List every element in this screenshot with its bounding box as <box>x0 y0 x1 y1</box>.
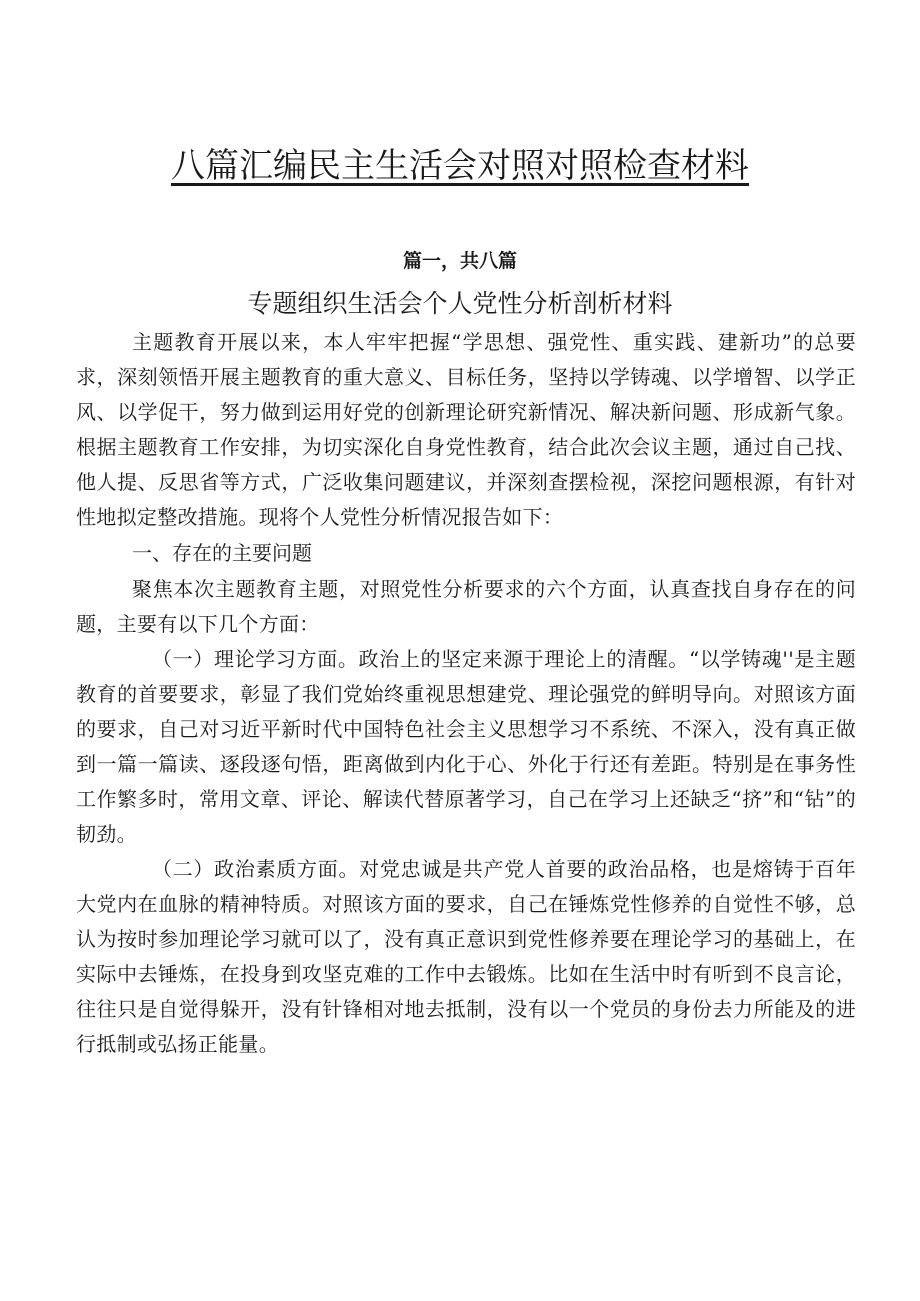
item-theory-study-paragraph: （一）理论学习方面。政治上的坚定来源于理论上的清醒。“以学铸魂''是主题教育的首要要求，彰显了我们党始终重视思想建党、理论强党的鲜明导向。对照该方面的要求，自己对习近平新时代中国特色社会主义思想学习不系统、不深入，没有真正做到一篇一篇读、逐段逐句悟，距离做到内化于心、外化于行还有差距。特别是在事务性工作繁多时，常用文章、评论、解读代替原著学习，自己在学习上还缺乏“挤”和“钻”的韧劲。 <box>76 647 856 846</box>
section-heading: 一、存在的主要问题 <box>132 541 312 565</box>
item-political-quality-paragraph: （二）政治素质方面。对党忠诚是共产党人首要的政治品格，也是熔铸于百年大党内在血脉的精神特质。对照该方面的要求，自己在锤炼党性修养的自觉性不够，总认为按时参加理论学习就可以了，没有真正意识到党性修养要在理论学习的基础上，在实际中去锤炼，在投身到攻坚克难的工作中去锻炼。比如在生活中时有听到不良言论，往往只是自觉得躲开，没有针锋相对地去抵制，没有以一个党员的身份去力所能及的进行抵制或弘扬正能量。 <box>76 857 856 1056</box>
document-title: 八篇汇编民主生活会对照对照检查材料 <box>171 146 749 186</box>
section-intro-paragraph: 聚焦本次主题教育主题，对照党性分析要求的六个方面，认真查找自身存在的问题，主要有以下几个方面： <box>76 577 856 636</box>
intro-paragraph: 主题教育开展以来，本人牢牢把握“学思想、强党性、重实践、建新功”的总要求，深刻领悟开展主题教育的重大意义、目标任务，坚持以学铸魂、以学增智、以学正风、以学促干，努力做到运用好党的创新理论研究新情况、解决新问题、形成新气象。根据主题教育工作安排，为切实深化自身党性教育，结合此次会议主题，通过自己找、他人提、反思省等方式，广泛收集问题建议，并深刻查摆检视，深挖问题根源，有针对性地拟定整改措施。现将个人党性分析情况报告如下： <box>76 330 856 529</box>
part-label: 篇一，共八篇 <box>402 250 517 272</box>
document-body <box>76 325 856 1062</box>
document-subtitle: 专题组织生活会个人党性分析剖析材料 <box>247 289 673 318</box>
